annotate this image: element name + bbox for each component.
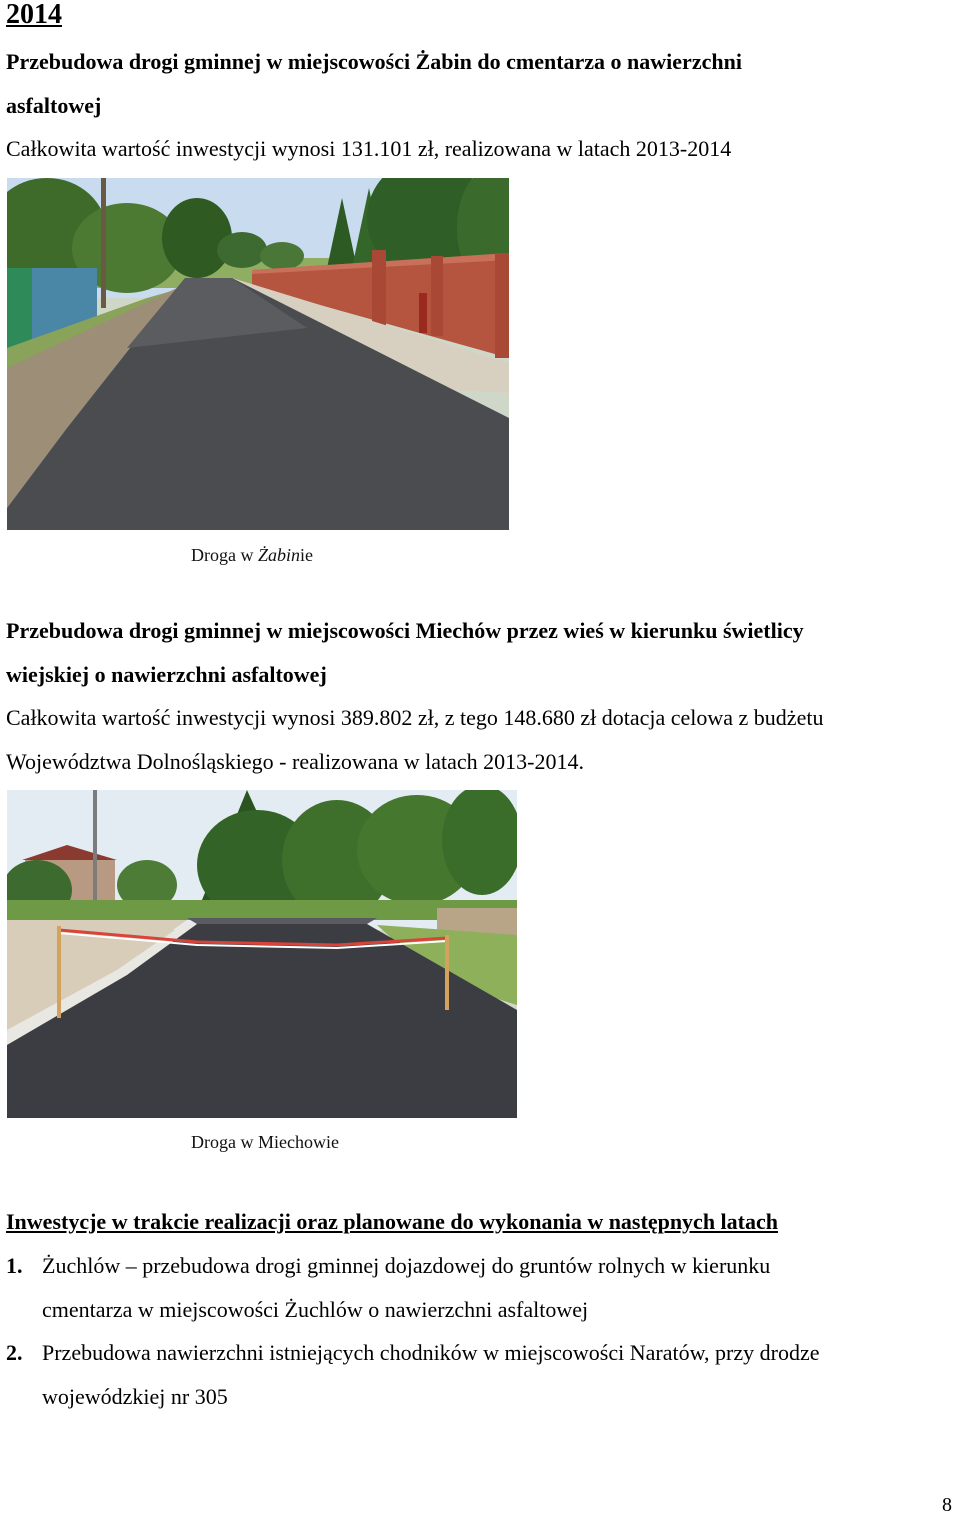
caption-prefix: Droga w: [191, 545, 258, 565]
photo-miechow-road-drawing: [7, 790, 517, 1118]
list-item-line1: Żuchlów – przebudowa drogi gminnej dojazdowej do gruntów rolnych w kierunku: [42, 1253, 771, 1278]
photo-miechow-road: [7, 790, 517, 1118]
list-item: [6, 1244, 946, 1332]
section2-value-line2: Województwa Dolnośląskiego - realizowana w latach 2013-2014.: [6, 749, 584, 774]
list-item-number: 2.: [6, 1340, 23, 1365]
section2-title-line2: wiejskiej o nawierzchni asfaltowej: [6, 662, 327, 687]
section2-title: [6, 609, 956, 697]
section1-title-line2: asfaltowej: [6, 93, 102, 118]
list-item-line2: wojewódzkiej nr 305: [42, 1384, 228, 1409]
list-item-line1: Przebudowa nawierzchni istniejących chodników w miejscowości Naratów, przy drodze: [42, 1340, 820, 1365]
section3-title: Inwestycje w trakcie realizacji oraz planowane do wykonania w następnych latach: [6, 1209, 778, 1234]
list-item-line2: cmentarza w miejscowości Żuchlów o nawierzchni asfaltowej: [42, 1297, 589, 1322]
section2-value-line1: Całkowita wartość inwestycji wynosi 389.802 zł, z tego 148.680 zł dotacja celowa z budżetu: [6, 705, 824, 730]
page-number: 8: [942, 1494, 952, 1516]
year-heading: 2014: [6, 0, 62, 30]
section2-value: [6, 696, 956, 784]
photo-zabin-caption: [191, 544, 313, 566]
caption-italic-part: Żabin: [257, 545, 300, 565]
list-item-text: [42, 1244, 946, 1332]
list-item: [6, 1331, 946, 1419]
section1-title-line1: Przebudowa drogi gminnej w miejscowości Żabin do cmentarza o nawierzchni: [6, 49, 742, 74]
list-item-number: 1.: [6, 1253, 23, 1278]
caption-suffix: ie: [300, 545, 313, 565]
section1-title: [6, 40, 956, 128]
photo-zabin-road-drawing: [7, 178, 509, 530]
photo-miechow-caption: Droga w Miechowie: [191, 1132, 339, 1152]
section1-value: Całkowita wartość inwestycji wynosi 131.101 zł, realizowana w latach 2013-2014: [6, 136, 732, 161]
section2-title-line1: Przebudowa drogi gminnej w miejscowości Miechów przez wieś w kierunku świetlicy: [6, 618, 804, 643]
list-item-text: [42, 1331, 946, 1419]
photo-zabin-road: [7, 178, 509, 530]
